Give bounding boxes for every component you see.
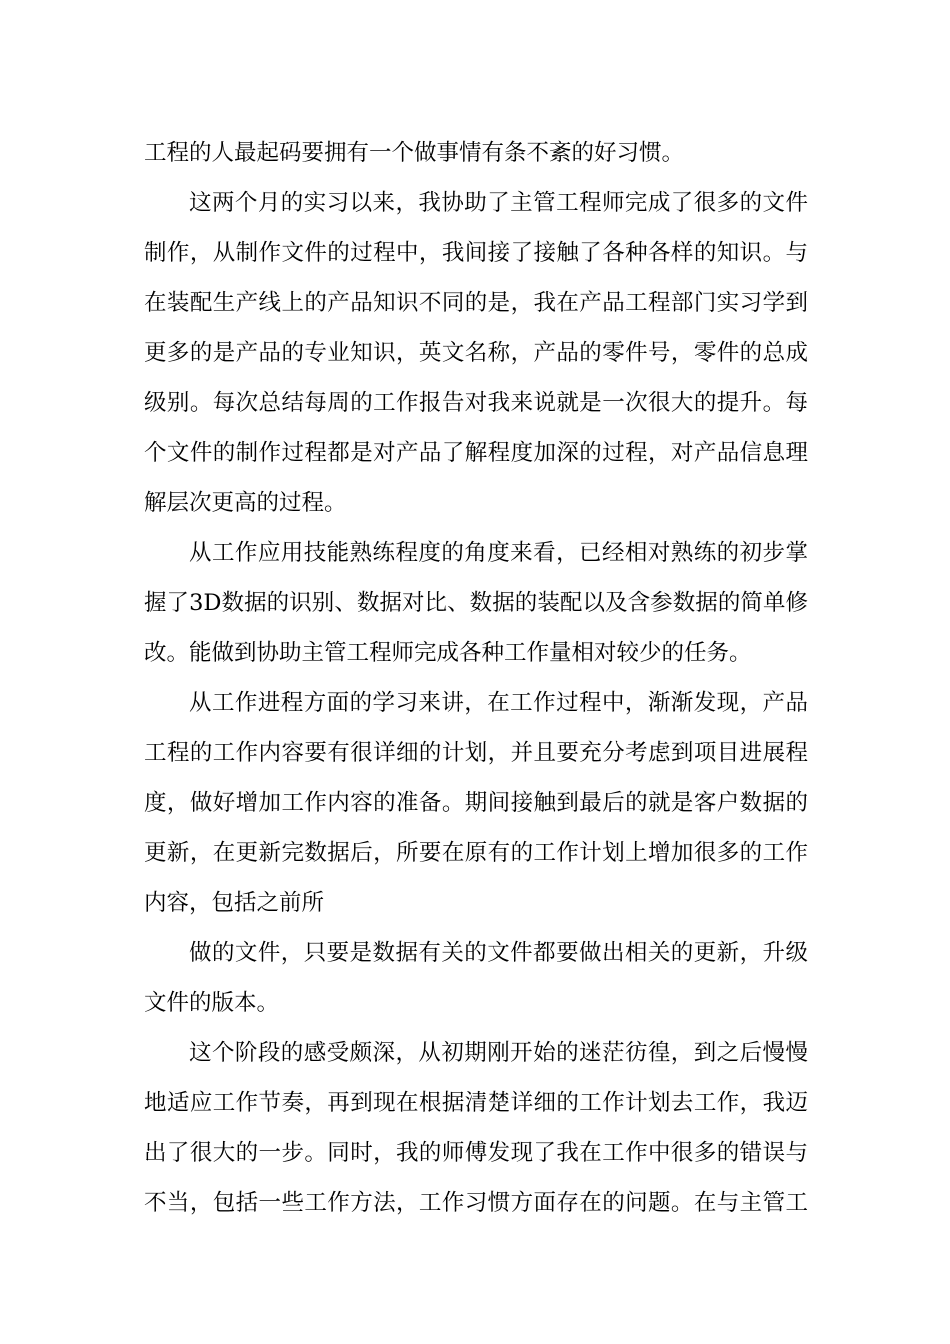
- paragraph-first-line: 从工作进程方面的学习来讲，在工作过程中，渐渐发现，产品: [189, 690, 808, 716]
- paragraph-first-line: 做的文件，只要是数据有关的文件都要做出相关的更新，升级: [189, 940, 808, 966]
- text-line: 工程的工作内容要有很详细的计划，并且要充分考虑到项目进展程: [144, 740, 808, 766]
- text-line: 解层次更高的过程。: [144, 490, 347, 516]
- text-line: 在装配生产线上的产品知识不同的是，我在产品工程部门实习学到: [144, 290, 808, 316]
- text-line: 制作，从制作文件的过程中，我间接了接触了各种各样的知识。与: [144, 240, 808, 266]
- text-line: 握了3D数据的识别、数据对比、数据的装配以及含参数据的简单修: [144, 590, 808, 616]
- paragraph-first-line: 从工作应用技能熟练程度的角度来看，已经相对熟练的初步掌: [189, 540, 808, 566]
- document-body: [144, 128, 808, 1228]
- paragraph-first-line: 这个阶段的感受颇深，从初期刚开始的迷茫彷徨，到之后慢慢: [189, 1040, 808, 1066]
- text-line: 更多的是产品的专业知识，英文名称，产品的零件号，零件的总成: [144, 340, 808, 366]
- text-line: 度，做好增加工作内容的准备。期间接触到最后的就是客户数据的: [144, 790, 808, 816]
- text-line: 不当，包括一些工作方法，工作习惯方面存在的问题。在与主管工: [144, 1190, 808, 1216]
- text-line: 工程的人最起码要拥有一个做事情有条不紊的好习惯。: [144, 140, 685, 166]
- text-line: 更新，在更新完数据后，所要在原有的工作计划上增加很多的工作: [144, 840, 808, 866]
- text-line: 地适应工作节奏，再到现在根据清楚详细的工作计划去工作，我迈: [144, 1090, 808, 1116]
- text-line: 级别。每次总结每周的工作报告对我来说就是一次很大的提升。每: [144, 390, 808, 416]
- text-line: 内容，包括之前所: [144, 890, 325, 916]
- text-line: 文件的版本。: [144, 990, 280, 1016]
- text-line: 出了很大的一步。同时，我的师傅发现了我在工作中很多的错误与: [144, 1140, 808, 1166]
- text-line: 改。能做到协助主管工程师完成各种工作量相对较少的任务。: [144, 640, 752, 666]
- text-line: 个文件的制作过程都是对产品了解程度加深的过程，对产品信息理: [144, 440, 808, 466]
- paragraph-first-line: 这两个月的实习以来，我协助了主管工程师完成了很多的文件: [189, 190, 808, 216]
